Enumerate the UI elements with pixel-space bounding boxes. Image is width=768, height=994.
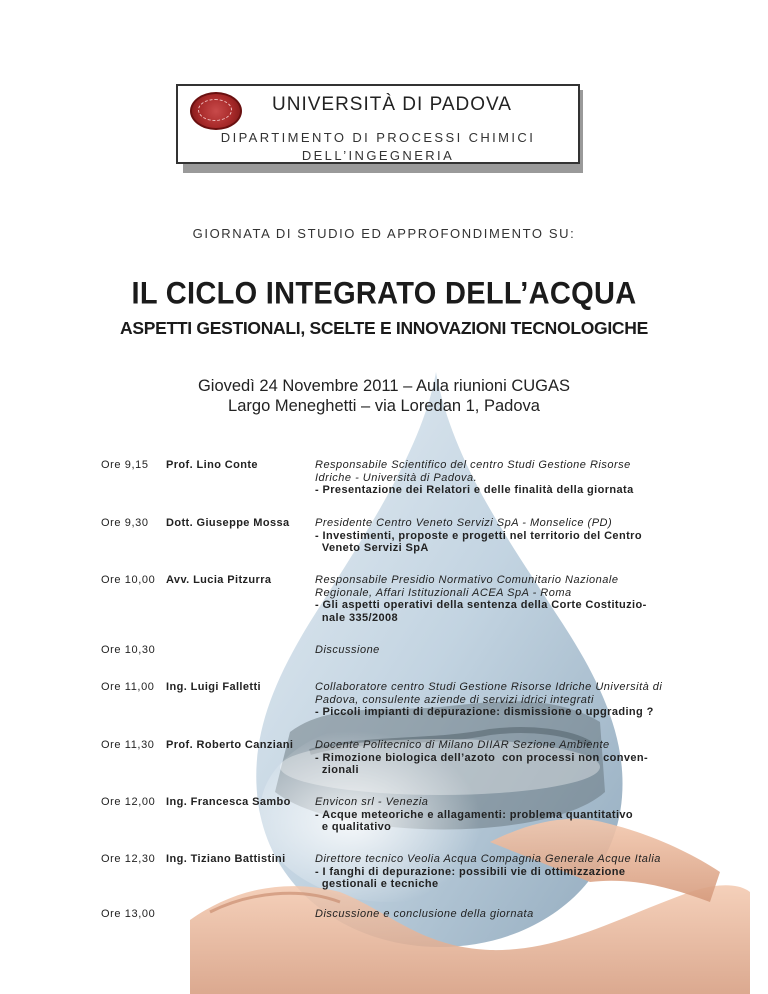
program-topic-line: - Acque meteoriche e allagamenti: problema quantitativo (315, 808, 634, 821)
program-role-line: Presidente Centro Veneto Servizi SpA - Monselice (PD) (315, 517, 613, 529)
program-time: Ore 11,30 (101, 739, 155, 751)
program-description (315, 796, 670, 834)
program-topic-line: - Investimenti, proposte e progetti nel territorio del Centro (315, 529, 642, 542)
program-description (315, 517, 670, 555)
university-header-box (176, 84, 580, 164)
program-description (315, 459, 670, 497)
program-topic-line: nale 335/2008 (315, 611, 399, 624)
program-topic-line: - Gli aspetti operativi della sentenza della Corte Costituzio- (315, 599, 647, 611)
program-topic-line: - Presentazione dei Relatori e delle finalità della giornata (315, 484, 634, 496)
program-speaker: Ing. Tiziano Battistini (166, 853, 286, 865)
program-time: Ore 10,30 (101, 644, 156, 656)
program-time: Ore 12,00 (101, 796, 156, 808)
department-line-1: DIPARTIMENTO DI PROCESSI CHIMICI (220, 130, 536, 145)
event-intro: GIORNATA DI STUDIO ED APPROFONDIMENTO SU: (192, 226, 576, 241)
program-speaker: Prof. Roberto Canziani (166, 739, 294, 751)
program-topic-line: - I fanghi di depurazione: possibili vie di ottimizzazione (315, 865, 626, 878)
event-date: Giovedì 24 Novembre 2011 – Aula riunioni CUGAS (197, 377, 571, 395)
program-time: Ore 9,30 (101, 517, 149, 529)
program-role-line: Direttore tecnico Veolia Acqua Compagnia Generale Acque Italia (315, 853, 661, 865)
program-speaker: Ing. Luigi Falletti (166, 681, 261, 693)
program-role-line: Responsabile Scientifico del centro Studi Gestione Risorse (315, 459, 631, 471)
program-role-line: Discussione (315, 644, 380, 656)
program-description (315, 853, 670, 891)
program-speaker: Avv. Lucia Pitzurra (166, 574, 272, 586)
program-time: Ore 9,15 (101, 459, 149, 471)
program-role-line: Discussione e conclusione della giornata (315, 908, 534, 920)
event-subtitle: ASPETTI GESTIONALI, SCELTE E INNOVAZIONI TECNOLOGICHE (120, 318, 648, 338)
program-topic-line: - Piccoli impianti di depurazione: dismissione o upgrading ? (315, 706, 654, 718)
program-role-line: Responsabile Presidio Normativo Comunitario Nazionale (315, 574, 619, 586)
program-time: Ore 10,00 (101, 574, 156, 586)
program-topic-line: gestionali e tecniche (315, 878, 439, 890)
program-description (315, 908, 670, 921)
department-line-2: DELL’INGEGNERIA (301, 148, 455, 163)
program-topic-line: zionali (315, 764, 359, 776)
program-role-line: Docente Politecnico di Milano DIIAR Sezione Ambiente (315, 739, 610, 751)
department-name (178, 129, 578, 165)
program-speaker: Dott. Giuseppe Mossa (166, 517, 290, 529)
program-description (315, 574, 670, 624)
program-description (315, 644, 670, 657)
program-topic-line: - Rimozione biologica dell’azoto con processi non conven- (315, 751, 649, 764)
program-description (315, 739, 670, 777)
program-speaker: Ing. Francesca Sambo (166, 796, 291, 808)
event-title: IL CICLO INTEGRATO DELL’ACQUA (131, 276, 637, 312)
program-time: Ore 11,00 (101, 681, 155, 693)
event-place: Largo Meneghetti – via Loredan 1, Padova (228, 397, 540, 415)
program-description (315, 681, 670, 719)
university-seal-logo (190, 92, 242, 130)
program-role-line: Collaboratore centro Studi Gestione Risorse Idriche Università di (315, 681, 663, 693)
program-role-line: Padova, consulente aziende di servizi idrici integrati (315, 693, 594, 706)
program-time: Ore 12,30 (101, 853, 156, 865)
university-name: UNIVERSITÀ DI PADOVA (272, 94, 512, 115)
program-time: Ore 13,00 (101, 908, 156, 920)
program-topic-line: Veneto Servizi SpA (315, 542, 429, 554)
program-speaker: Prof. Lino Conte (166, 459, 258, 471)
program-topic-line: e qualitativo (315, 821, 392, 833)
program-role-line: Idriche - Università di Padova. (315, 471, 478, 484)
program-role-line: Envicon srl - Venezia (315, 796, 429, 808)
program-role-line: Regionale, Affari Istituzionali ACEA SpA - Roma (315, 586, 572, 599)
